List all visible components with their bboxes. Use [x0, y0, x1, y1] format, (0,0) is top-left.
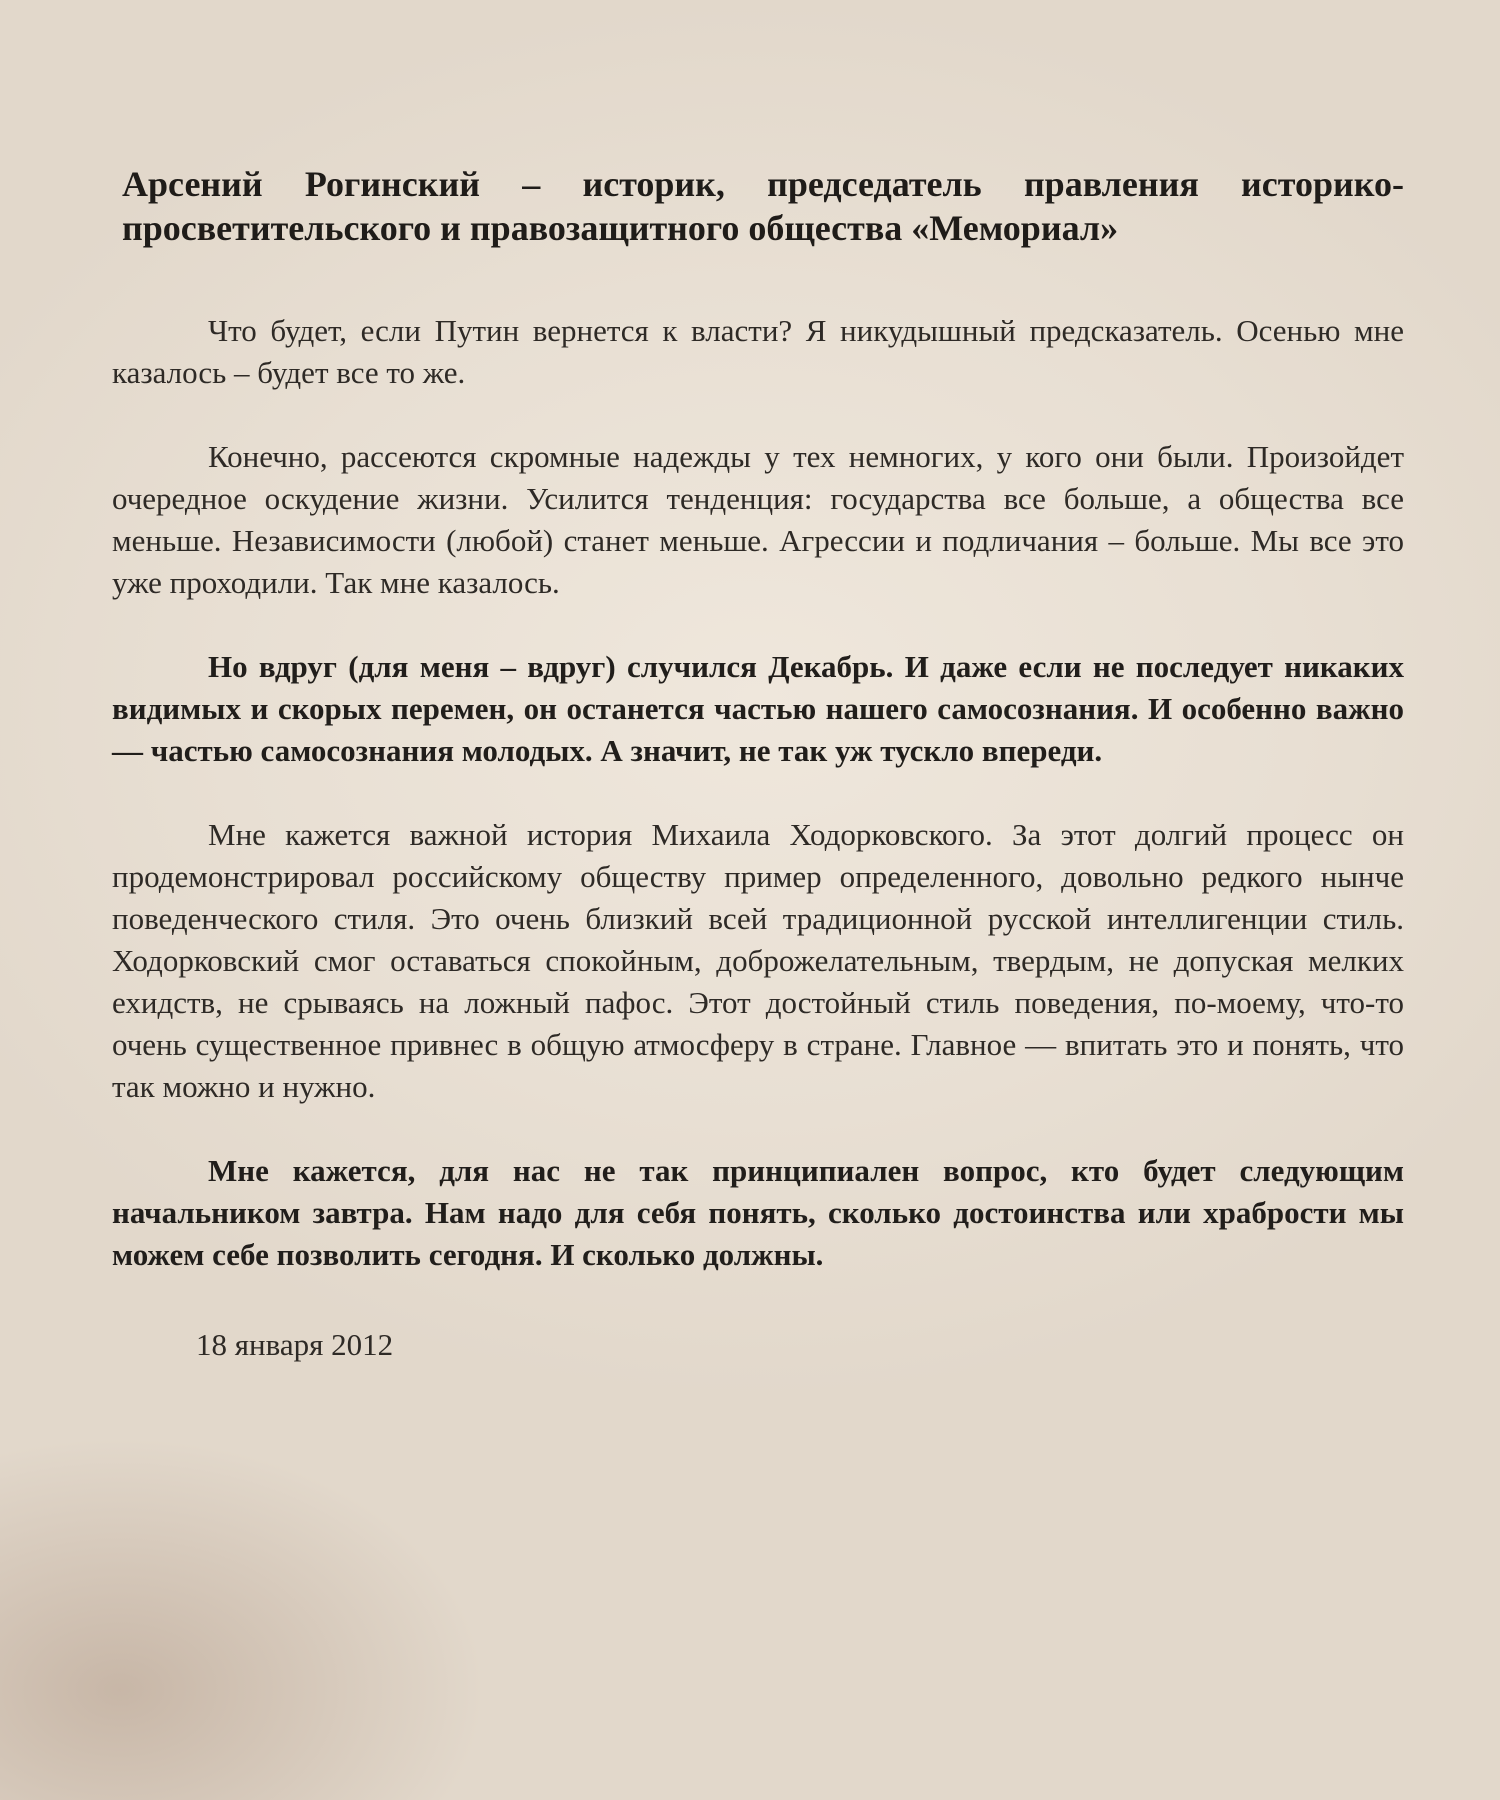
article-date: 18 января 2012: [196, 1327, 394, 1362]
paragraph-2: Конечно, рассеются скромные надежды у тех немногих, у кого они были. Произойдет очередное оскудение жизни. Усилится тенденция: государства все больше, а общества все меньше. Независимости (любой) станет меньше. Агрессии и подличания – больше. Мы все это уже проходили. Так мне казалось.: [112, 439, 1404, 600]
paragraph-4: Мне кажется важной история Михаила Ходорковского. За этот долгий процесс он продемонстрировал российскому обществу пример определенного, довольно редкого нынче поведенческого стиля. Это очень близкий всей традиционной русской интеллигенции стиль. Ходорковский смог оставаться спокойным, доброжелательным, твердым, не допуская мелких ехидств, не срываясь на ложный пафос. Этот достойный стиль поведения, по-моему, что-то очень существенное привнес в общую атмосферу в стране. Главное — впитать это и понять, что так можно и нужно.: [112, 817, 1404, 1104]
article-body: [112, 162, 1404, 1366]
paragraph-3-bold: Но вдруг (для меня – вдруг) случился Декабрь. И даже если не последует никаких видимых и скорых перемен, он останется частью нашего самосознания. И особенно важно — частью самосознания молодых. А значит, не так уж тускло впереди.: [112, 649, 1404, 768]
article-heading: Арсений Рогинский – историк, председатель правления историко-просветительского и правозащитного общества «Мемориал»: [122, 164, 1404, 248]
paragraph-5-bold: Мне кажется, для нас не так принципиален вопрос, кто будет следующим начальником завтра. Нам надо для себя понять, сколько достоинства или храбрости мы можем себе позволить сегодня. И сколько должны.: [112, 1153, 1404, 1272]
paragraph-1: Что будет, если Путин вернется к власти? Я никудышный предсказатель. Осенью мне казалось – будет все то же.: [112, 313, 1404, 390]
